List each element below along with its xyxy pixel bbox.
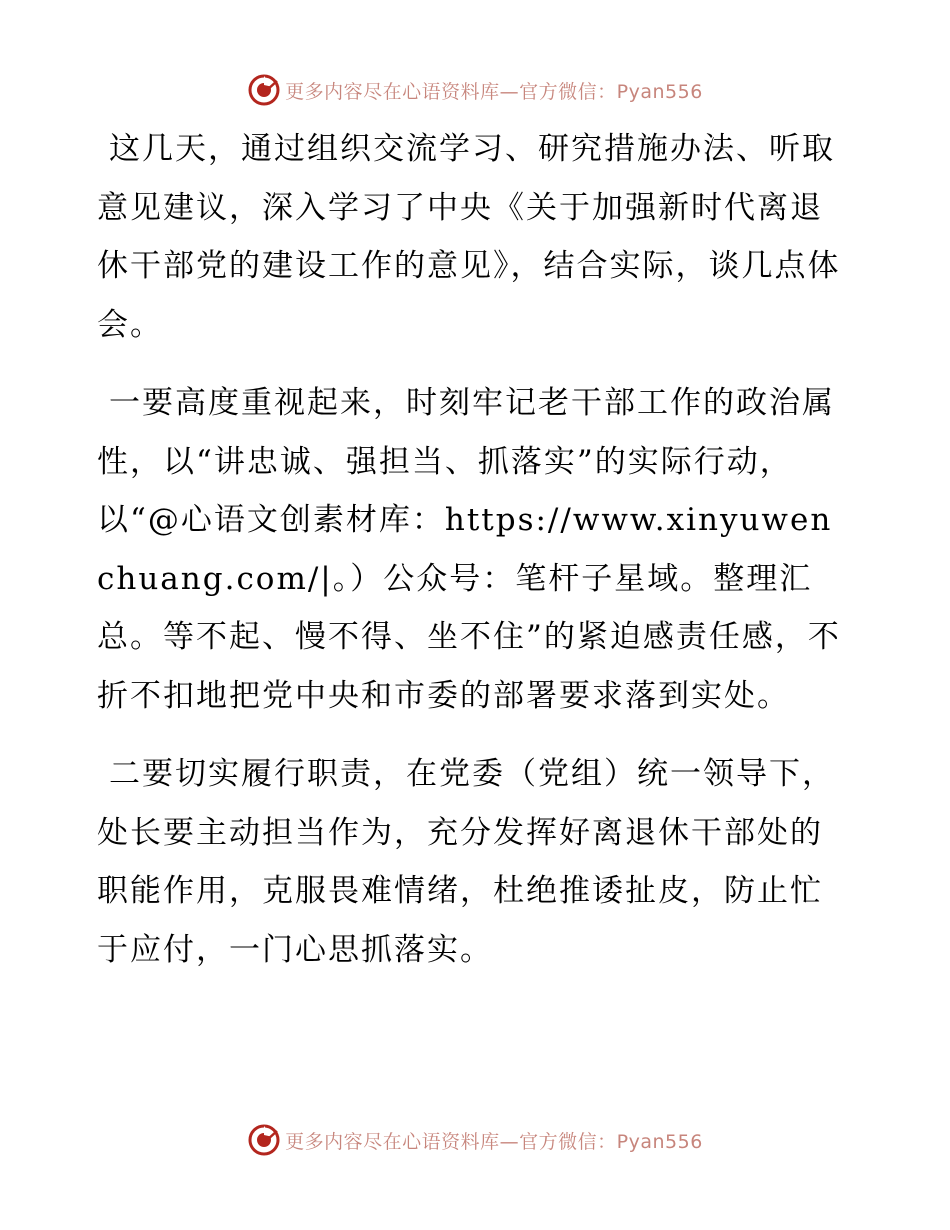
document-body [97,120,849,979]
paragraph-1: 这几天，通过组织交流学习、研究措施办法、听取意见建议，深入学习了中央《关于加强新时代离退休干部党的建设工作的意见》，结合实际，谈几点体会。 [97,131,841,343]
paragraph-2: 一要高度重视起来，时刻牢记老干部工作的政治属性，以“讲忠诚、强担当、抓落实”的实际行动，以“@心语文创素材库：https://www.xinyuwenchuang.com/|。）公众号：笔杆子星域。整理汇总。等不起、慢不得、坐不住”的紧迫感责任感，不折不扣地把党中央和市委的部署要求落到实处。 [97,385,841,714]
header-banner-text: 更多内容尽在心语资料库—官方微信：Pyan556 [285,80,703,103]
paragraph-3: 二要切实履行职责，在党委（党组）统一领导下，处长要主动担当作为，充分发挥好离退休干部处的职能作用，克服畏难情绪，杜绝推诿扯皮，防止忙于应付，一门心思抓落实。 [97,756,835,968]
header-watermark-banner [0,70,950,110]
brand-logo-icon [247,73,281,107]
footer-banner-text: 更多内容尽在心语资料库—官方微信：Pyan556 [285,1130,703,1153]
brand-logo-icon [247,1123,281,1157]
footer-watermark-banner [0,1120,950,1160]
